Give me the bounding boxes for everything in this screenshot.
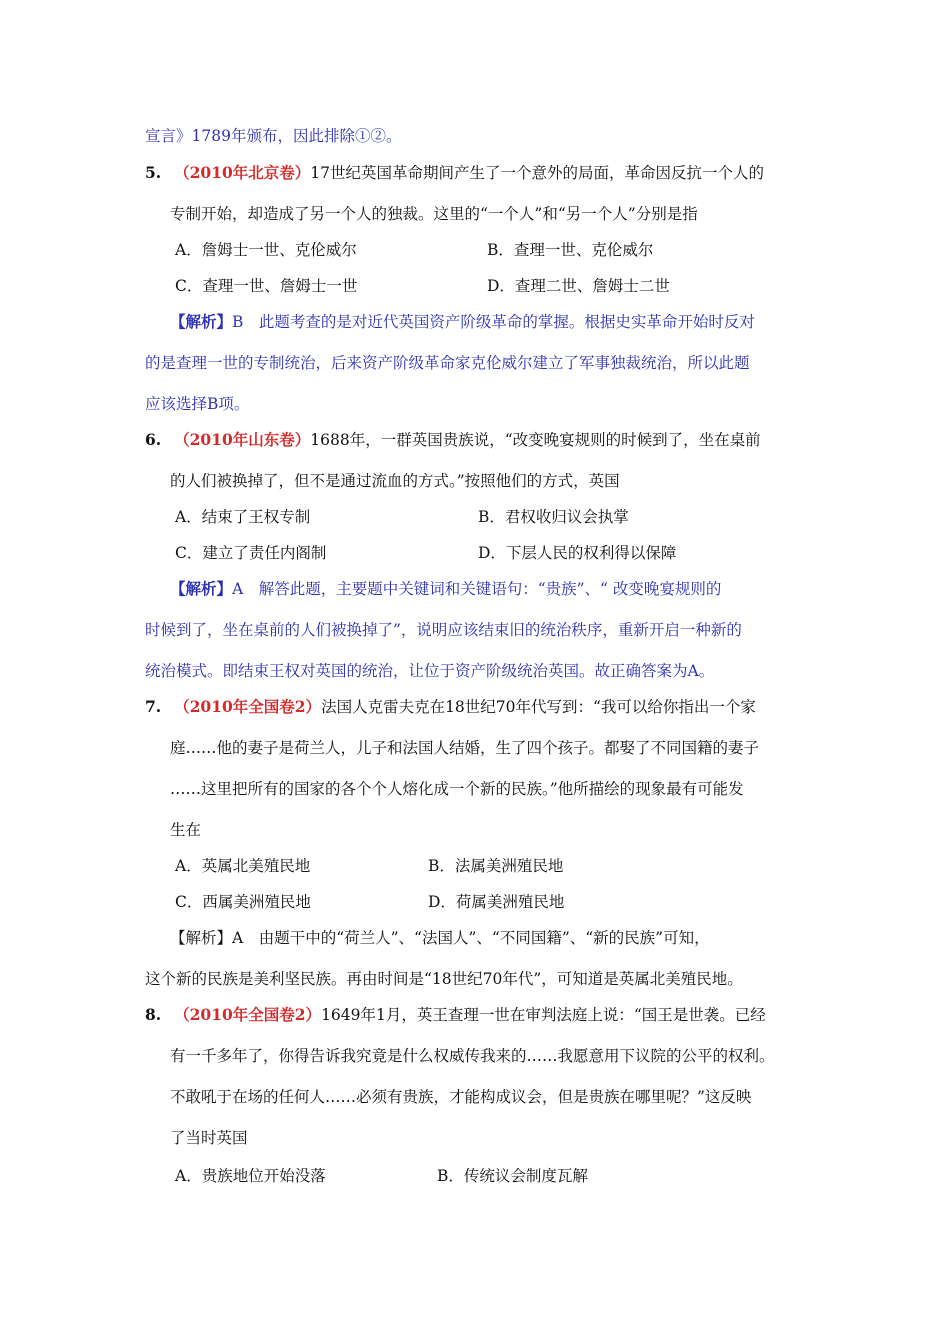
option-a: A．詹姆士一世、克伦威尔 — [175, 241, 357, 259]
option-d: D．查理二世、詹姆士二世 — [487, 277, 670, 295]
question-7-line-2: 庭……他的妻子是荷兰人，儿子和法国人结婚，生了四个孩子。都娶了不同国籍的妻子 — [170, 739, 760, 757]
question-stem: 法国人克雷夫克在18世纪70年代写到：“我可以给你指出一个家 — [321, 698, 756, 716]
analysis-7-line-1 — [170, 928, 710, 948]
question-stem: 1649年1月，英王查理一世在审判法庭上说：“国王是世袭。已经 — [321, 1006, 766, 1024]
question-7-line-3: ……这里把所有的国家的各个个人熔化成一个新的民族。”他所描绘的现象最有可能发 — [170, 780, 744, 798]
question-stem: 17世纪英国革命期间产生了一个意外的局面，革命因反抗一个人的 — [310, 164, 764, 182]
analysis-5-line-2: 的是查理一世的专制统治，后来资产阶级革命家克伦威尔建立了军事独裁统治，所以此题 — [145, 354, 750, 372]
question-number: 6. — [145, 430, 162, 449]
analysis-text: B 此题考查的是对近代英国资产阶级革命的掌握。根据史实革命开始时反对 — [232, 313, 755, 331]
option-c: C．查理一世、詹姆士一世 — [175, 277, 358, 295]
question-stem: 1688年，一群英国贵族说，“改变晚宴规则的时候到了，坐在桌前 — [310, 431, 761, 449]
question-number: 7. — [145, 697, 162, 716]
option-b: B．查理一世、克伦威尔 — [487, 241, 654, 259]
option-c: C．西属美洲殖民地 — [175, 893, 311, 911]
analysis-6-line-3: 统治模式。即结束王权对英国的统治，让位于资产阶级统治英国。故正确答案为A。 — [145, 662, 715, 680]
question-source: （2010年全国卷2） — [174, 697, 322, 716]
option-a: A．英属北美殖民地 — [175, 857, 311, 875]
option-a: A．贵族地位开始没落 — [175, 1167, 326, 1185]
option-d: D．荷属美洲殖民地 — [428, 893, 565, 911]
analysis-tag: 【解析】 — [170, 312, 233, 331]
question-8-line-3: 不敢吼于在场的任何人……必须有贵族，才能构成议会，但是贵族在哪里呢？”这反映 — [170, 1088, 752, 1106]
question-number: 8. — [145, 1005, 162, 1024]
question-7-line-1 — [145, 697, 756, 717]
question-source: （2010年山东卷） — [174, 430, 311, 449]
analysis-5-line-3: 应该选择B项。 — [145, 395, 250, 413]
analysis-tag: 【解析】 — [170, 579, 233, 598]
option-b: B．君权收归议会执掌 — [478, 508, 629, 526]
option-c: C．建立了责任内阁制 — [175, 544, 327, 562]
analysis-6-line-1 — [170, 579, 721, 599]
question-8-line-2: 有一千多年了，你得告诉我究竟是什么权威传我来的……我愿意用下议院的公平的权利。 — [170, 1047, 775, 1065]
question-source: （2010年北京卷） — [174, 163, 311, 182]
question-8-line-1 — [145, 1005, 766, 1025]
question-5-line-1 — [145, 163, 764, 183]
analysis-7-line-2: 这个新的民族是美利坚民族。再由时间是“18世纪70年代”，可知道是英属北美殖民地。 — [145, 970, 743, 988]
question-8-line-4: 了当时英国 — [170, 1129, 248, 1147]
option-b: B．法属美洲殖民地 — [428, 857, 564, 875]
question-source: （2010年全国卷2） — [174, 1005, 322, 1024]
option-b: B．传统议会制度瓦解 — [437, 1167, 588, 1185]
carry-over-text: 宣言》1789年颁布，因此排除①②。 — [145, 127, 402, 145]
analysis-5-line-1 — [170, 312, 755, 332]
analysis-text: A 解答此题，主要题中关键词和关键语句：“贵族”、“ 改变晚宴规则的 — [232, 580, 722, 598]
analysis-6-line-2: 时候到了，坐在桌前的人们被换掉了”，说明应该结束旧的统治秩序，重新开启一种新的 — [145, 621, 742, 639]
option-a: A．结束了王权专制 — [175, 508, 311, 526]
question-number: 5. — [145, 163, 162, 182]
question-6-line-2: 的人们被换掉了，但不是通过流血的方式。”按照他们的方式，英国 — [170, 472, 620, 490]
analysis-tag: 【解析】 — [170, 929, 233, 947]
option-d: D．下层人民的权利得以保障 — [478, 544, 677, 562]
analysis-text: A 由题干中的“荷兰人”、“法国人”、“不同国籍”、“新的民族”可知， — [232, 929, 710, 947]
question-5-line-2: 专制开始，却造成了另一个人的独裁。这里的“一个人”和“另一个人”分别是指 — [170, 205, 698, 223]
question-6-line-1 — [145, 430, 761, 450]
question-7-line-4: 生在 — [170, 821, 202, 839]
